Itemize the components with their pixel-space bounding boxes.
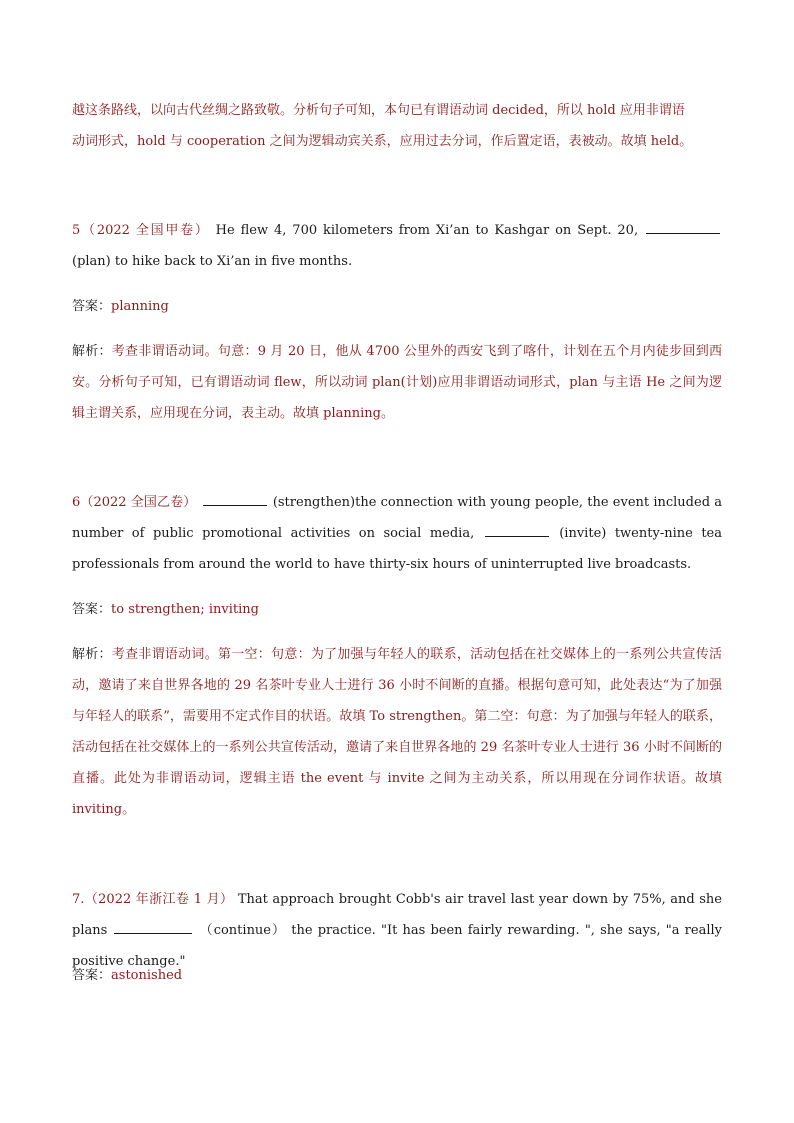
question-5-analysis bbox=[72, 336, 722, 429]
continued-analysis-line-2: 动词形式，hold 与 cooperation 之间为逻辑动宾关系，应用过去分词，作后置定语，表被动。故填 held。 bbox=[72, 134, 693, 149]
question-6 bbox=[72, 487, 722, 580]
answer-value: to strengthen; inviting bbox=[111, 602, 259, 617]
continued-analysis-line-1: 越这条路线，以向古代丝绸之路致敬。分析句子可知，本句已有谓语动词 decided，所以 hold 应用非谓语 bbox=[72, 103, 685, 118]
answer-value: planning bbox=[111, 299, 169, 314]
question-5-text-a: He flew 4, 700 kilometers from Xi’an to Kashgar on Sept. 20, bbox=[215, 223, 639, 238]
question-7-blank bbox=[114, 919, 192, 934]
question-6-blank-1 bbox=[203, 491, 267, 506]
question-6-answer bbox=[72, 594, 722, 625]
question-7-text-a: That approach brought Cobb's air travel last year down by 75%, and she plans bbox=[72, 892, 722, 938]
answer-label: 答案： bbox=[72, 602, 112, 617]
question-6-text-b: (invite) twenty-nine tea professionals from around the world to have thirty-six hours of uninterrupted live broadcasts. bbox=[72, 526, 722, 572]
analysis-text: 考查非谓语动词。句意：9 月 20 日，他从 4700 公里外的西安飞到了喀什，计划在五个月内徒步回到西安。分析句子可知，已有谓语动词 flew，所以动词 plan(计划)应用非谓语动词形式，plan 与主语 He 之间为逻辑主谓关系，应用现在分词，表主动。故填 planning。 bbox=[72, 344, 722, 421]
question-5-source: 5（2022 全国甲卷） bbox=[72, 223, 210, 238]
question-6-text-a: (strengthen)the connection with young people, the event included a number of public promotional activities on social media, bbox=[72, 495, 723, 541]
question-6-source: 6（2022 全国乙卷） bbox=[72, 495, 197, 510]
answer-label: 答案： bbox=[72, 968, 112, 983]
question-5 bbox=[72, 215, 722, 277]
question-5-blank bbox=[646, 219, 720, 234]
question-6-analysis bbox=[72, 639, 722, 825]
analysis-text: 考查非谓语动词。第一空：句意：为了加强与年轻人的联系，活动包括在社交媒体上的一系列公共宣传活动，邀请了来自世界各地的 29 名茶叶专业人士进行 36 小时不间断的直播。根据句意可知，此处表达“为了加强与年轻人的联系”，需要用不定式作目的状语。故填 To strengthen。第二空：句意：为了加强与年轻人的联系，活动包括在社交媒体上的一系列公共宣传活动，邀请了来自世界各地的 29 名茶叶专业人士进行 36 小时不间断的直播。此处为非谓语动词，逻辑主语 the event 与 invite 之间为主动关系，所以用现在分词作状语。故填 inviting。 bbox=[72, 647, 722, 817]
continued-analysis bbox=[72, 95, 722, 157]
question-5-answer bbox=[72, 291, 722, 322]
question-7-source: 7.（2022 年浙江卷 1 月） bbox=[72, 892, 234, 907]
answer-label: 答案： bbox=[72, 299, 112, 314]
question-7-answer bbox=[72, 960, 722, 991]
question-7-text-b: （continue） the practice. "It has been fairly rewarding. ", she says, "a really positive change." bbox=[72, 923, 722, 969]
analysis-label: 解析： bbox=[72, 647, 112, 662]
question-5-text-b: (plan) to hike back to Xi’an in five months. bbox=[72, 254, 353, 269]
question-6-blank-2 bbox=[485, 522, 549, 537]
analysis-label: 解析： bbox=[72, 344, 112, 359]
answer-value: astonished bbox=[111, 968, 183, 983]
